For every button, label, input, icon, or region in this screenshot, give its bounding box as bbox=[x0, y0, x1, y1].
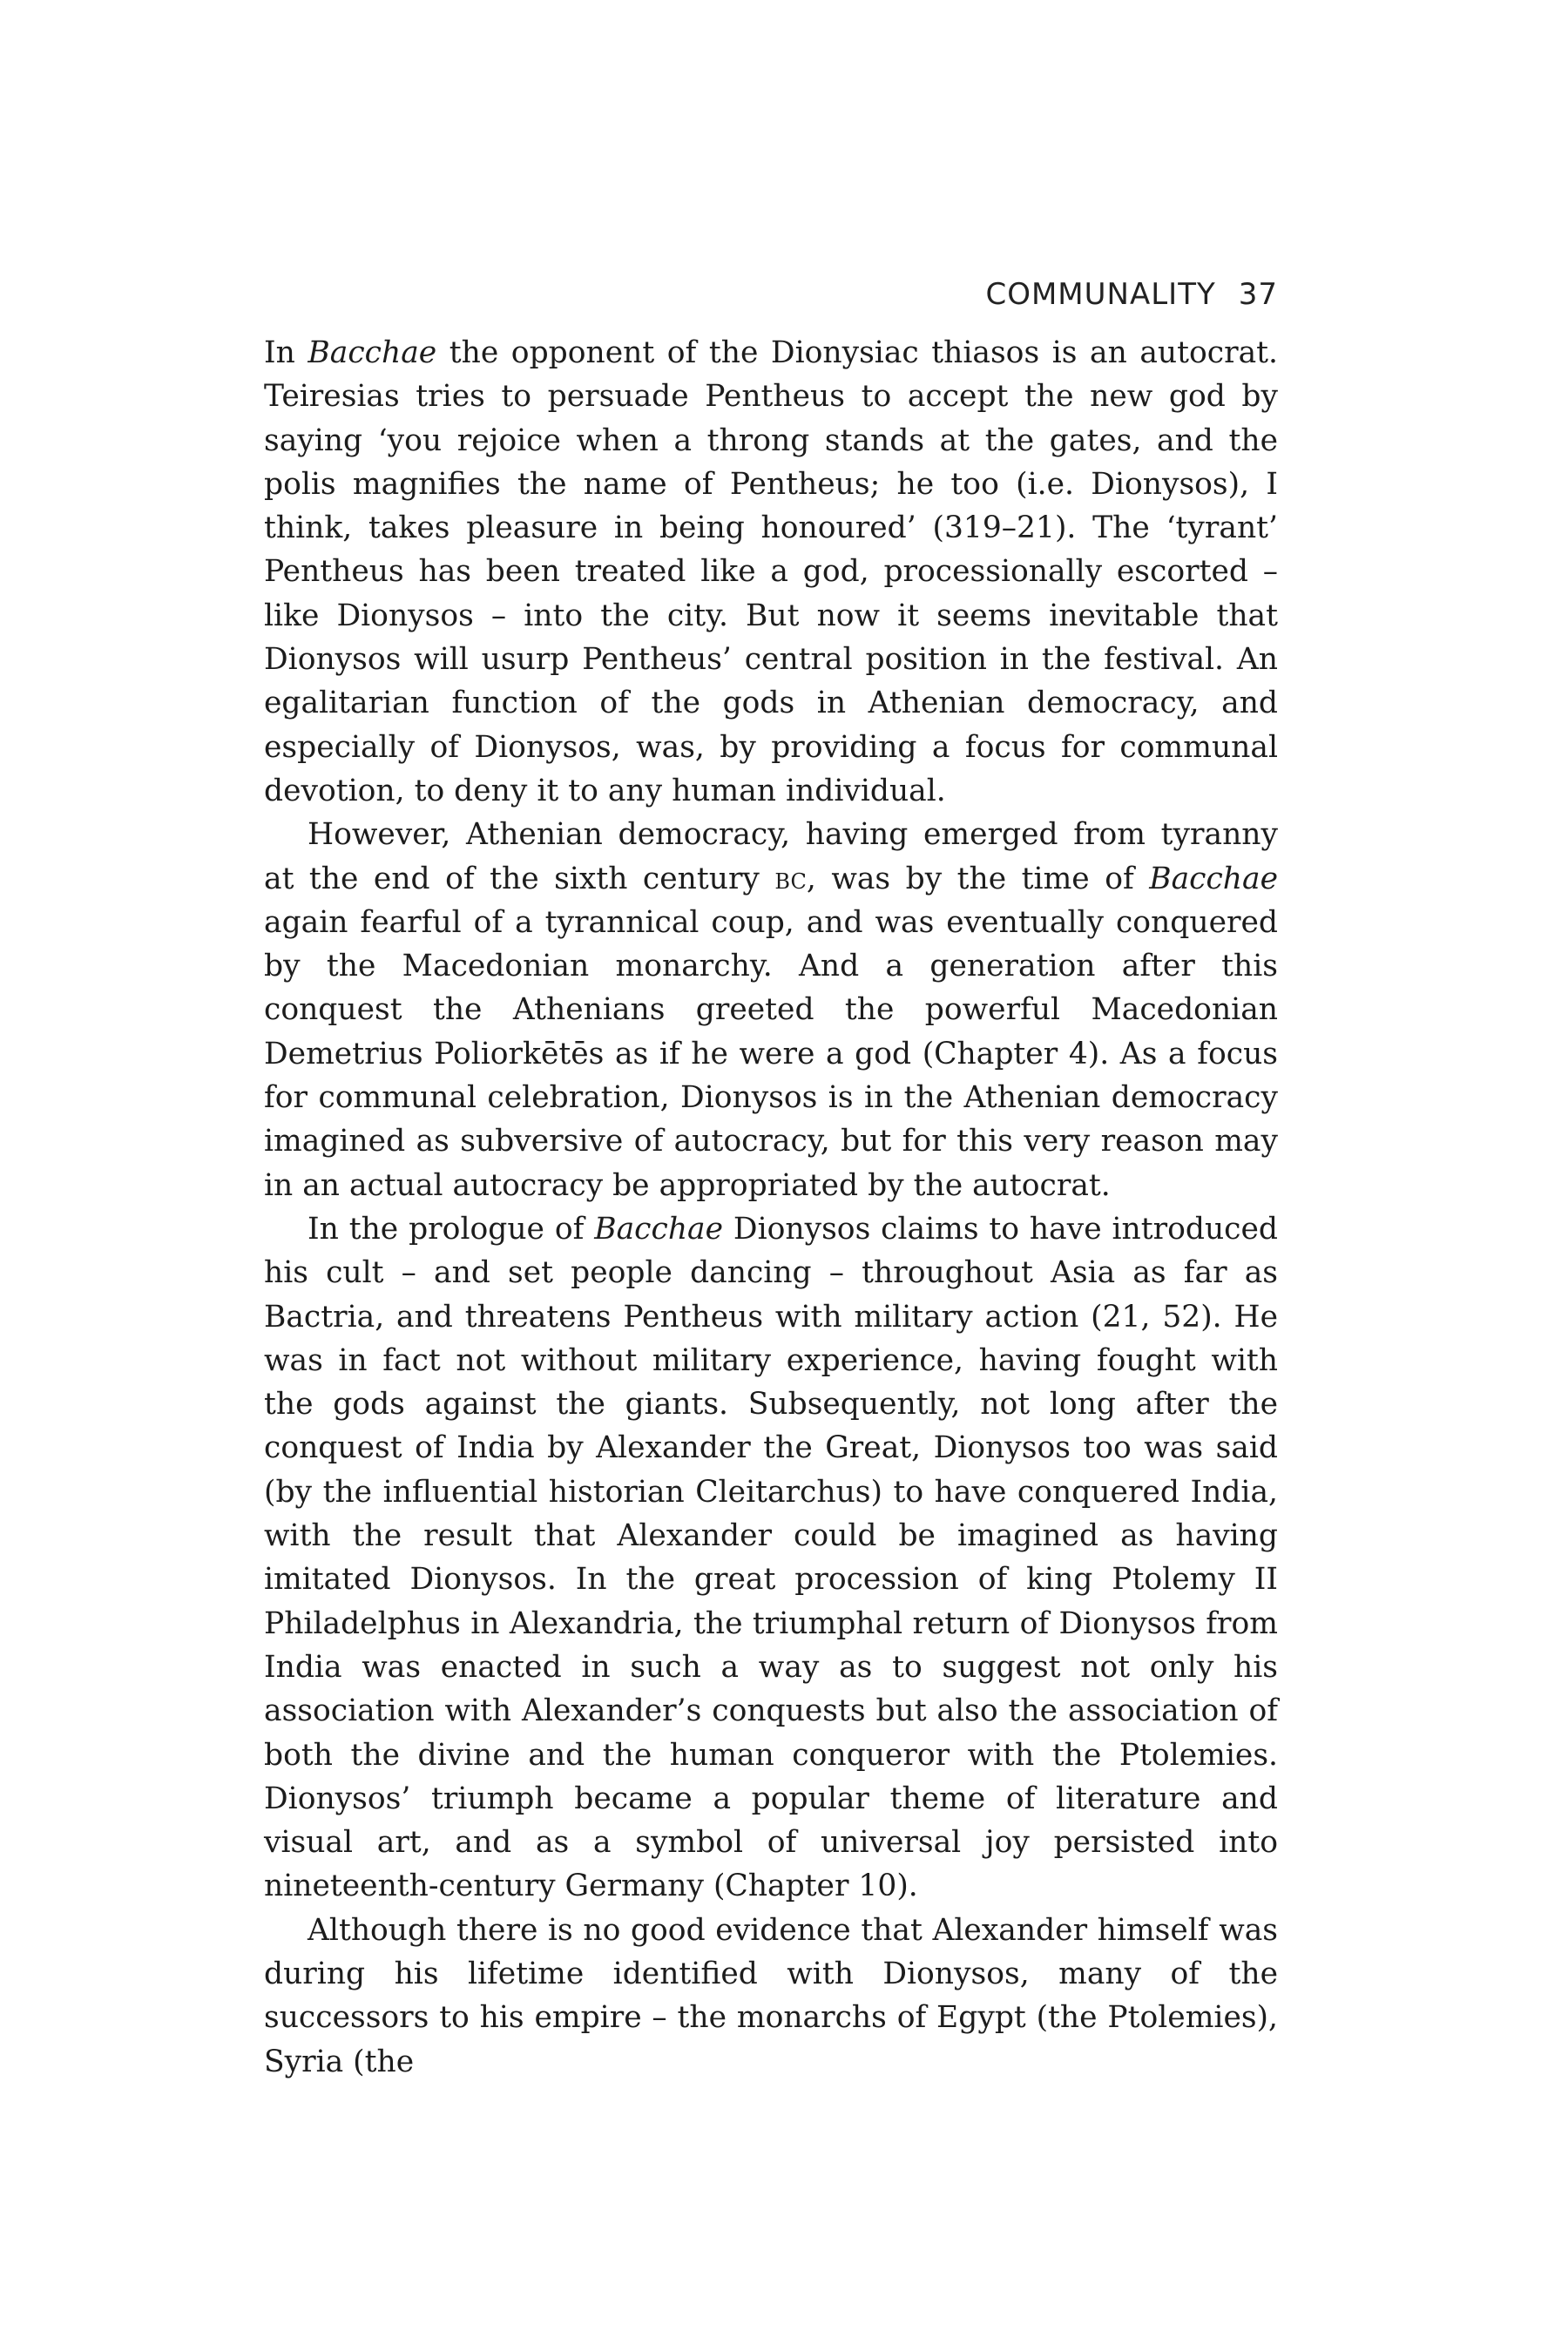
italic-title: Bacchae bbox=[1149, 861, 1279, 896]
text-run: Although there is no good evidence that Alexander himself was during his lifetime identified with Dionysos, many of the successors to his empire – the monarchs of Egypt (the Ptolemies), Syria (the bbox=[264, 1912, 1278, 2079]
paragraph-1 bbox=[264, 331, 1278, 813]
text-run: Dionysos claims to have introduced his cult – and set people dancing – throughout Asia as far as Bactria, and threatens Pentheus with military action (21, 52). He was in fact not without military experience, having fought with the gods against the giants. Subsequently, not long after the conquest of India by Alexander the Great, Dionysos too was said (by the influential historian Cleitarchus) to have conquered India, with the result that Alexander could be imagined as having imitated Dionysos. In the great procession of king Ptolemy II Philadelphus in Alexandria, the triumphal return of Dionysos from India was enacted in such a way as to suggest not only his association with Alexander’s conquests but also the association of both the divine and the human conqueror with the Ptolemies. Dionysos’ triumph became a popular theme of literature and visual art, and as a symbol of universal joy persisted into nineteenth-century Germany (Chapter 10). bbox=[264, 1211, 1278, 1904]
running-head bbox=[985, 277, 1278, 312]
chapter-title: COMMUNALITY bbox=[985, 277, 1216, 312]
italic-title: Bacchae bbox=[308, 335, 437, 370]
small-caps-era: bc bbox=[774, 861, 807, 896]
text-run: In bbox=[264, 335, 308, 370]
page-number: 37 bbox=[1238, 277, 1278, 312]
italic-title: Bacchae bbox=[594, 1211, 724, 1247]
paragraph-4 bbox=[264, 1909, 1278, 2084]
text-run: In the prologue of bbox=[308, 1211, 595, 1247]
paragraph-3 bbox=[264, 1207, 1278, 1909]
text-run: again fearful of a tyrannical coup, and was eventually conquered by the Macedonian monarchy. And a generation after this conquest the Athenians greeted the powerful Macedonian Demetrius Poliorkētēs as if he were a god (Chapter 4). As a focus for communal celebration, Dionysos is in the Athenian democracy imagined as subversive of autocracy, but for this very reason may in an actual autocracy be appropriated by the autocrat. bbox=[264, 904, 1278, 1203]
text-run: , was by the time of bbox=[806, 861, 1150, 896]
text-run: the opponent of the Dionysiac thiasos is an autocrat. Teiresias tries to persuade Pentheus to accept the new god by saying ‘you rejoice when a throng stands at the gates, and the polis magnifies the name of Pentheus; he too (i.e. Dionysos), I think, takes pleasure in being honoured’ (319–21). The ‘tyrant’ Pentheus has been treated like a god, processionally escorted – like Dionysos – into the city. But now it seems inevitable that Dionysos will usurp Pentheus’ central position in the festival. An egalitarian function of the gods in Athenian democracy, and especially of Dionysos, was, by providing a focus for communal devotion, to deny it to any human individual. bbox=[264, 335, 1278, 808]
paragraph-2 bbox=[264, 813, 1278, 1207]
text-run: However, Athenian democracy, having emerged from tyranny at the end of the sixth century bbox=[264, 817, 1278, 896]
body-text bbox=[264, 331, 1278, 2084]
